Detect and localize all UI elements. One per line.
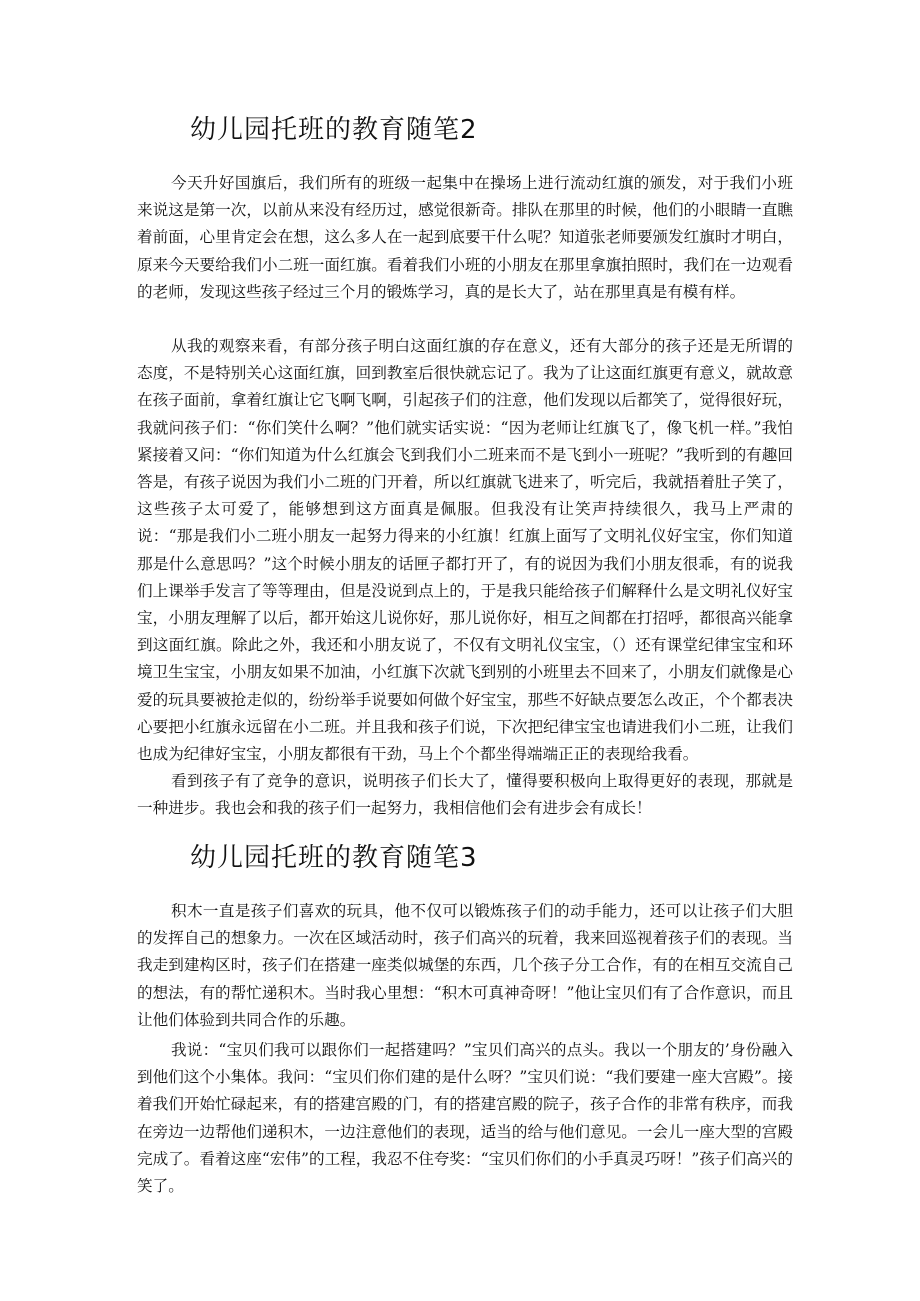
section-title-3: 幼儿园托班的教育随笔3 bbox=[190, 843, 478, 873]
paragraph: 看到孩子有了竞争的意识，说明孩子们长大了，懂得要积极向上取得更好的表现，那就是一种进步。我也会和我的孩子们一起努力，我相信他们会有进步会有成长！ bbox=[137, 772, 793, 818]
paragraph: 积木一直是孩子们喜欢的玩具，他不仅可以锻炼孩子们的动手能力，还可以让孩子们大胆的发挥自己的想象力。一次在区域活动时，孩子们高兴的玩着，我来回巡视着孩子们的表现。当我走到建构区时，孩子们在搭建一座类似城堡的东西，几个孩子分工合作，有的在相互交流自己的想法，有的帮忙递积木。当时我心里想：“积木可真神奇呀！”他让宝贝们有了合作意识，而且让他们体验到共同合作的乐趣。 bbox=[137, 902, 793, 1029]
paragraph: 我说：“宝贝们我可以跟你们一起搭建吗？”宝贝们高兴的点头。我以一个朋友的’身份融入到他们这个小集体。我问：“宝贝们你们建的是什么呀？”宝贝们说：“我们要建一座大宫殿”。接着我们开始忙碌起来，有的搭建宫殿的门，有的搭建宫殿的院子，孩子合作的非常有秩序，而我在旁边一边帮他们递积木，一边注意他们的表现，适当的给与他们意见。一会儿一座大型的宫殿完成了。看着这座“宏伟”的工程，我忍不住夸奖：“宝贝们你们的小手真灵巧呀！”孩子们高兴的笑了。 bbox=[137, 1041, 793, 1196]
paragraph: 今天升好国旗后，我们所有的班级一起集中在操场上进行流动红旗的颁发，对于我们小班来说这是第一次，以前从来没有经历过，感觉很新奇。排队在那里的时候，他们的小眼睛一直瞧着前面，心里肯定会在想，这么多人在一起到底要干什么呢？知道张老师要颁发红旗时才明白，原来今天要给我们小二班一面红旗。看着我们小班的小朋友在那里拿旗拍照时，我们在一边观看的老师，发现这些孩子经过三个月的锻炼学习，真的是长大了，站在那里真是有模有样。 bbox=[137, 174, 793, 301]
paragraph: 从我的观察来看，有部分孩子明白这面红旗的存在意义，还有大部分的孩子还是无所谓的态度，不是特别关心这面红旗，回到教室后很快就忘记了。我为了让这面红旗更有意义，就故意在孩子面前，拿着红旗让它飞啊飞啊，引起孩子们的注意，他们发现以后都笑了，觉得很好玩，我就问孩子们：“你们笑什么啊？”他们就实话实说：“因为老师让红旗飞了，像飞机一样。”我怕紧接着又问：“你们知道为什么红旗会飞到我们小二班来而不是飞到小一班呢？”我听到的有趣回答是，有孩子说因为我们小二班的门开着，所以红旗就飞进来了，听完后，我就捂着肚子笑了，这些孩子太可爱了，能够想到这方面真是佩服。但我没有让笑声持续很久，我马上严肃的说：“那是我们小二班小朋友一起努力得来的小红旗！红旗上面写了文明礼仪好宝宝，你们知道那是什么意思吗？”这个时候小朋友的话匣子都打开了，有的说因为我们小朋友很乖，有的说我们上课举手发言了等等理由，但是没说到点上的，于是我只能给孩子们解释什么是文明礼仪好宝宝，小朋友理解了以后，都开始这儿说你好，那儿说你好，相互之间都在打招呼，都很高兴能拿到这面红旗。除此之外，我还和小朋友说了，不仅有文明礼仪宝宝，（）还有课堂纪律宝宝和环境卫生宝宝，小朋友如果不加油，小红旗下次就飞到别的小班里去不回来了，小朋友们就像是心爱的玩具要被抢走似的，纷纷举手说要如何做个好宝宝，那些不好缺点要怎么改正，个个都表决心要把小红旗永远留在小二班。并且我和孩子们说，下次把纪律宝宝也请进我们小二班，让我们也成为纪律好宝宝，小朋友都很有干劲，马上个个都坐得端端正正的表现给我看。 bbox=[137, 337, 793, 764]
section-title-2: 幼儿园托班的教育随笔2 bbox=[190, 115, 478, 145]
